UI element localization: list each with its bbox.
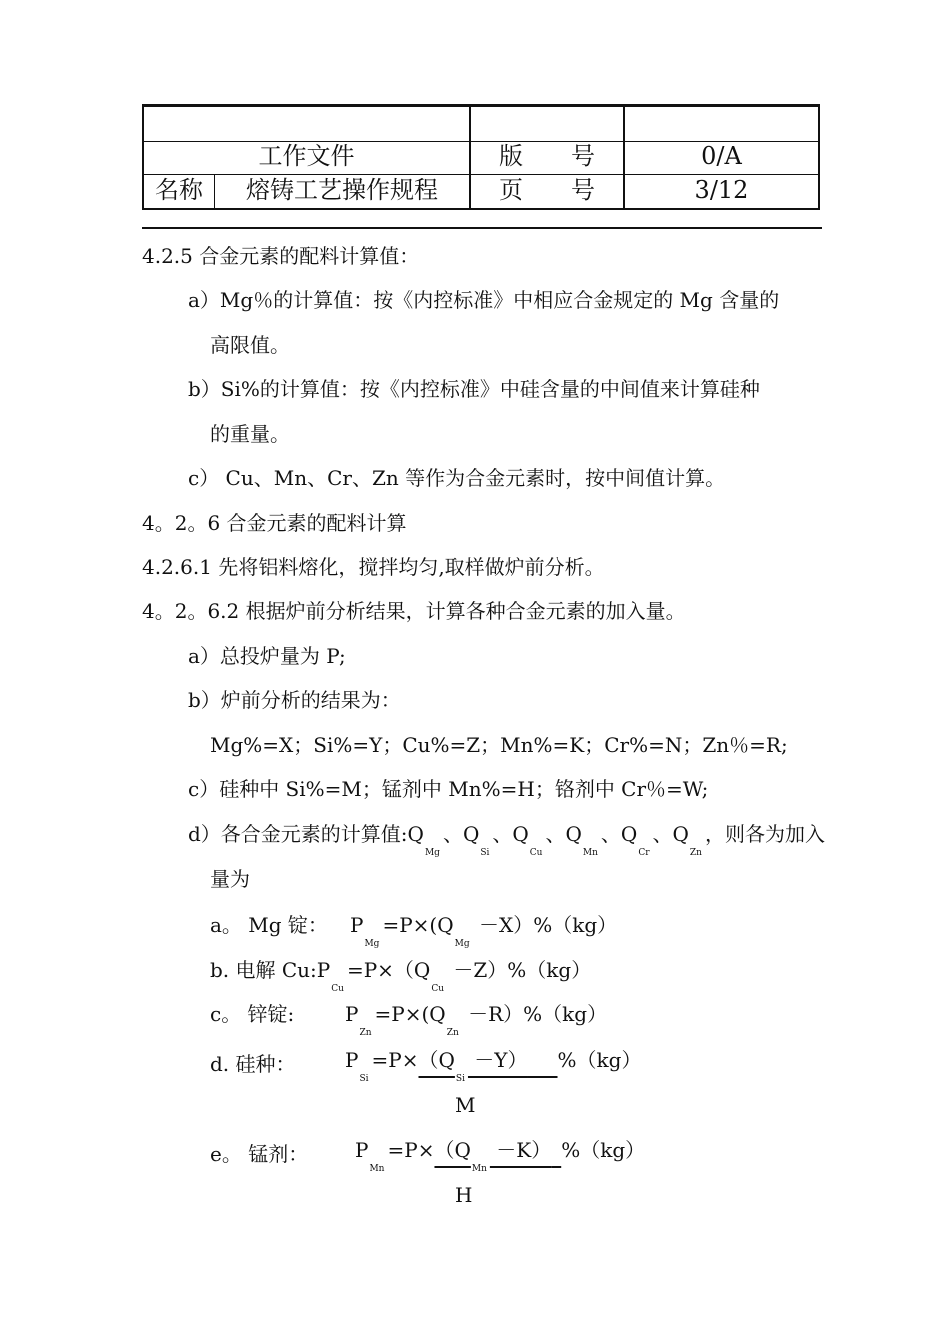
formula-cu-end: －Z）%（kg） (447, 958, 592, 982)
q-symbol: Q (512, 822, 529, 846)
paragraph-4-2-6-2: 4。2。6.2 根据炉前分析结果，计算各种合金元素的加入量。 (142, 599, 686, 623)
sub-mn: Mn (369, 1164, 385, 1174)
calc-values-suffix: ，则各为加入 (704, 822, 825, 846)
formula-mn (355, 1136, 645, 1183)
sub-zn: Zn (689, 848, 702, 858)
doc-type: 工作文件 (258, 142, 355, 170)
page-label: 页 号 (499, 176, 595, 204)
formula-mg-end: －X）%（kg） (472, 913, 618, 937)
item-calc-values (188, 820, 825, 867)
sub-si: Si (359, 1074, 369, 1084)
formula-zn-end: －R）%（kg） (461, 1002, 608, 1026)
header-table (142, 104, 820, 210)
section-heading-4-2-5: 4.2.5 合金元素的配料计算值： (142, 244, 420, 268)
formula-mn-numerator (434, 1138, 561, 1174)
item-analysis-result: b）炉前分析的结果为： (188, 688, 401, 712)
item-c-line: c） Cu、Mn、Cr、Zn 等作为合金元素时，按中间值计算。 (188, 466, 726, 490)
table-border-right (818, 104, 820, 210)
sub-mg: Mg (454, 939, 470, 949)
formula-si-denominator: M (455, 1093, 476, 1117)
formula-si-mid: =P× (371, 1048, 419, 1072)
formula-mn-mid: =P× (387, 1138, 435, 1162)
item-b-line2: 的重量。 (210, 422, 290, 446)
sub-mg: Mg (424, 848, 440, 858)
table-border-bottom (142, 208, 820, 210)
item-a-line1: a）Mg％的计算值：按《内控标准》中相应合金规定的 Mg 含量的 (188, 288, 780, 312)
formula-si (345, 1046, 641, 1093)
paragraph-4-2-6-1: 4.2.6.1 先将铝料熔化，搅拌均匀,取样做炉前分析。 (142, 555, 605, 579)
q-symbol: Q (672, 822, 689, 846)
calc-values-line2: 量为 (210, 867, 250, 891)
sub-mn: Mn (471, 1164, 487, 1174)
analysis-values: Mg%=X；Si%=Y；Cu%=Z；Mn%=K；Cr%=N；Zn％=R; (210, 733, 788, 757)
formula-mn-unit: %（kg） (561, 1138, 646, 1162)
separator: 、 (545, 822, 566, 846)
q-symbol: Q (565, 822, 582, 846)
formula-cu-label: b. 电解 Cu: (210, 958, 317, 982)
sub-cu: Cu (431, 984, 445, 994)
formula-zn (345, 1000, 607, 1047)
separator: 、 (442, 822, 463, 846)
sub-si: Si (480, 848, 490, 858)
section-heading-4-2-6: 4。2。6 合金元素的配料计算 (142, 511, 407, 535)
version-value: 0/A (701, 142, 742, 170)
formula-si-label: d. 硅种： (210, 1052, 296, 1076)
sub-mg: Mg (364, 939, 380, 949)
formula-cu (210, 956, 591, 1003)
formula-mg-mid: =P×(Q (382, 913, 454, 937)
separator: 、 (492, 822, 513, 846)
numerator-open: （Q (418, 1048, 455, 1072)
formula-mg (350, 911, 617, 958)
formula-zn-label: c。 锌锭: (210, 1002, 295, 1026)
item-total-charge: a）总投炉量为 P; (188, 644, 346, 668)
sub-cu: Cu (529, 848, 543, 858)
name-label: 名称 (155, 176, 203, 204)
p-symbol: P (355, 1138, 369, 1162)
p-symbol: P (345, 1048, 359, 1072)
item-master-alloys: c）硅种中 Si%=M；锰剂中 Mn%=H；铬剂中 Cr％=W; (188, 777, 709, 801)
formula-si-unit: %（kg） (557, 1048, 642, 1072)
version-label: 版 号 (499, 142, 595, 170)
name-value: 熔铸工艺操作规程 (246, 176, 438, 204)
calc-values-prefix: d）各合金元素的计算值: (188, 822, 408, 846)
separator: 、 (652, 822, 673, 846)
item-b-line1: b）Si%的计算值：按《内控标准》中硅含量的中间值来计算硅种 (188, 377, 760, 401)
formula-mn-denominator: H (455, 1183, 473, 1207)
page-value: 3/12 (694, 176, 749, 204)
numerator-close: －Y） (467, 1048, 528, 1072)
sub-zn: Zn (446, 1028, 459, 1038)
formula-mg-label: a。 Mg 锭： (210, 913, 328, 937)
q-symbol: Q (620, 822, 638, 846)
formula-cu-mid: =P×（Q (346, 958, 431, 982)
sub-cr: Cr (638, 848, 650, 858)
q-symbol: Q (462, 822, 480, 846)
sub-mn: Mn (582, 848, 598, 858)
item-a-line2: 高限值。 (210, 333, 290, 357)
separator: 、 (600, 822, 621, 846)
formula-zn-mid: =P×(Q (374, 1002, 446, 1026)
numerator-open: （Q (434, 1138, 471, 1162)
p-symbol: P (350, 913, 364, 937)
sub-si: Si (455, 1074, 465, 1084)
formula-mn-label: e。 锰剂： (210, 1142, 309, 1166)
p-symbol: P (345, 1002, 359, 1026)
p-symbol: P (316, 958, 331, 982)
sub-zn: Zn (359, 1028, 372, 1038)
sub-cu: Cu (331, 984, 344, 994)
numerator-close: －K） (489, 1138, 552, 1162)
table-border-top (142, 104, 820, 107)
q-symbol: Q (407, 822, 424, 846)
formula-si-numerator (418, 1048, 558, 1084)
header-separator (142, 227, 822, 229)
